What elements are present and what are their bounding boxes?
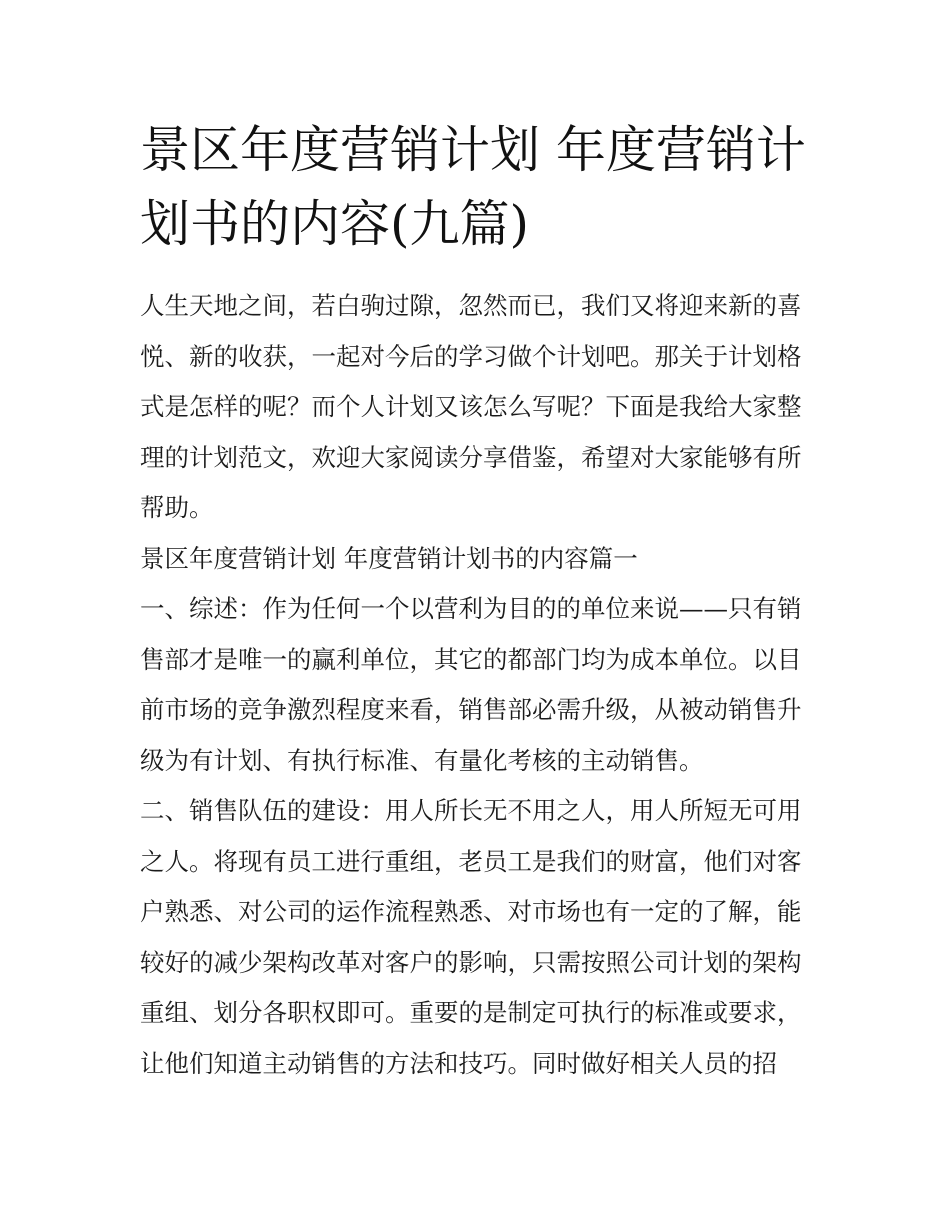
- overview-paragraph: 一、综述：作为任何一个以营利为目的的单位来说——只有销售部才是唯一的赢利单位，其它的都部门均为成本单位。以目前市场的竞争激烈程度来看，销售部必需升级，从被动销售升级为有计划、有执行标准、有量化考核的主动销售。: [140, 594, 802, 775]
- document-body: [140, 281, 812, 1089]
- document-title: 景区年度营销计划 年度营销计划书的内容(九篇): [140, 121, 806, 253]
- section-heading: 景区年度营销计划 年度营销计划书的内容篇一: [140, 543, 638, 573]
- sales-team-paragraph: 二、销售队伍的建设：用人所长无不用之人，用人所短无可用之人。将现有员工进行重组，老员工是我们的财富，他们对客户熟悉、对公司的运作流程熟悉、对市场也有一定的了解，能较好的减少架构改革对客户的影响，只需按照公司计划的架构重组、划分各职权即可。重要的是制定可执行的标准或要求，让他们知道主动销售的方法和技巧。同时做好相关人员的招: [140, 796, 802, 1078]
- intro-paragraph: 人生天地之间，若白驹过隙，忽然而已，我们又将迎来新的喜悦、新的收获，一起对今后的学习做个计划吧。那关于计划格式是怎样的呢？而个人计划又该怎么写呢？下面是我给大家整理的计划范文，欢迎大家阅读分享借鉴，希望对大家能够有所帮助。: [140, 291, 802, 522]
